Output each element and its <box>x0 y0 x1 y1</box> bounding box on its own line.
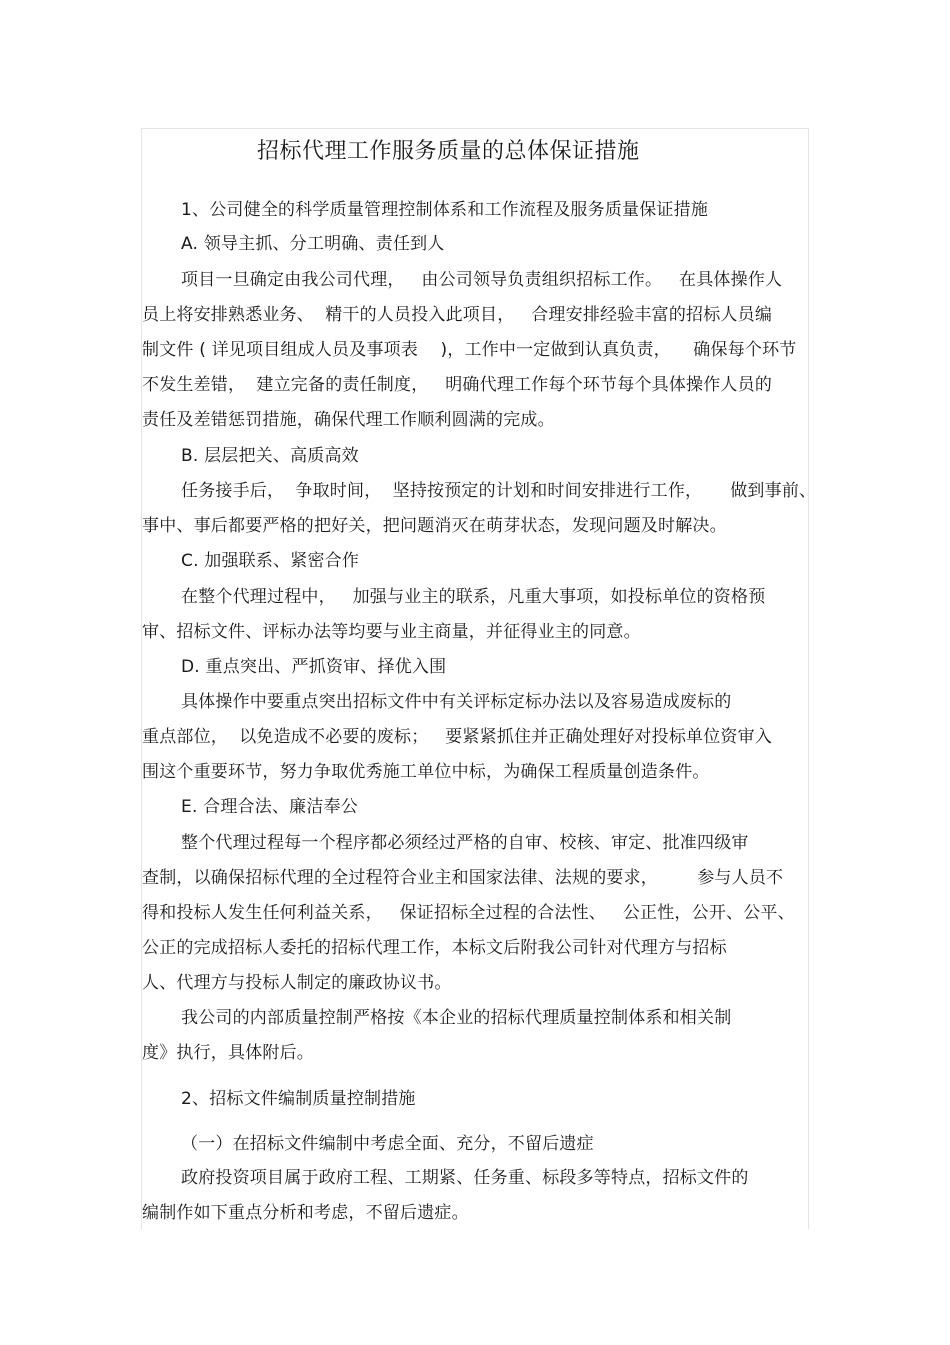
paragraph-line: 制文件 ( 详见项目组成人员及事项表 )，工作中一定做到认真负责， 确保每个环节 <box>142 340 797 360</box>
paragraph-line: 重点部位， 以免造成不必要的废标； 要紧紧抓住并正确处理好对投标单位资审入 <box>142 727 773 747</box>
paragraph-line: 整个代理过程每一个程序都必须经过严格的自审、校核、审定、批准四级审 <box>181 833 749 853</box>
paragraph-line: 任务接手后， 争取时间， 坚持按预定的计划和时间安排进行工作， 做到事前、 <box>181 481 817 501</box>
subheading-e: E. 合理合法、廉洁奉公 <box>181 797 358 817</box>
section-heading-2: 2、招标文件编制质量控制措施 <box>181 1089 416 1109</box>
paragraph-line: 责任及差错惩罚措施，确保代理工作顺利圆满的完成。 <box>142 410 555 430</box>
paragraph-line: 查制，以确保招标代理的全过程符合业主和国家法律、法规的要求， 参与人员不 <box>142 868 784 888</box>
paragraph-line: 不发生差错， 建立完备的责任制度， 明确代理工作每个环节每个具体操作人员的 <box>142 375 773 395</box>
paragraph-line: 政府投资项目属于政府工程、工期紧、任务重、标段多等特点，招标文件的 <box>181 1168 749 1188</box>
paragraph-line: 员上将安排熟悉业务、 精干的人员投入此项目， 合理安排经验丰富的招标人员编 <box>142 305 773 325</box>
subheading-a: A. 领导主抓、分工明确、责任到人 <box>181 234 445 254</box>
subheading-d: D. 重点突出、严抓资审、择优入围 <box>181 657 447 677</box>
paragraph-line: 得和投标人发生任何利益关系， 保证招标全过程的合法性、 公正性，公开、公平、 <box>142 903 795 923</box>
paragraph-line: 审、招标文件、评标办法等均要与业主商量，并征得业主的同意。 <box>142 622 641 642</box>
paragraph-line: 围这个重要环节，努力争取优秀施工单位中标，为确保工程质量创造条件。 <box>142 762 710 782</box>
paragraph-line: 在整个代理过程中， 加强与业主的联系，凡重大事项，如投标单位的资格预 <box>181 587 766 607</box>
paragraph-line: 公正的完成招标人委托的招标代理工作，本标文后附我公司针对代理方与招标 <box>142 938 727 958</box>
paragraph-line: 事中、事后都要严格的把好关，把问题消灭在萌芽状态，发现问题及时解决。 <box>142 516 727 536</box>
paragraph-line: 编制作如下重点分析和考虑，不留后遗症。 <box>142 1203 469 1223</box>
subheading-c: C. 加强联系、紧密合作 <box>181 551 360 571</box>
paragraph-line: 我公司的内部质量控制严格按《本企业的招标代理质量控制体系和相关制 <box>181 1008 732 1028</box>
paragraph-line: 具体操作中要重点突出招标文件中有关评标定标办法以及容易造成废标的 <box>181 692 732 712</box>
paragraph-line: 项目一旦确定由我公司代理， 由公司领导负责组织招标工作。 在具体操作人 <box>181 270 783 290</box>
section-heading-1: 1、公司健全的科学质量管理控制体系和工作流程及服务质量保证措施 <box>181 200 709 220</box>
document-title: 招标代理工作服务质量的总体保证措施 <box>257 139 640 164</box>
subheading-b: B. 层层把关、高质高效 <box>181 446 359 466</box>
subheading-1: （一）在招标文件编制中考虑全面、充分，不留后遗症 <box>181 1134 594 1154</box>
paragraph-line: 人、代理方与投标人制定的廉政协议书。 <box>142 973 452 993</box>
paragraph-line: 度》执行，具体附后。 <box>142 1043 314 1063</box>
